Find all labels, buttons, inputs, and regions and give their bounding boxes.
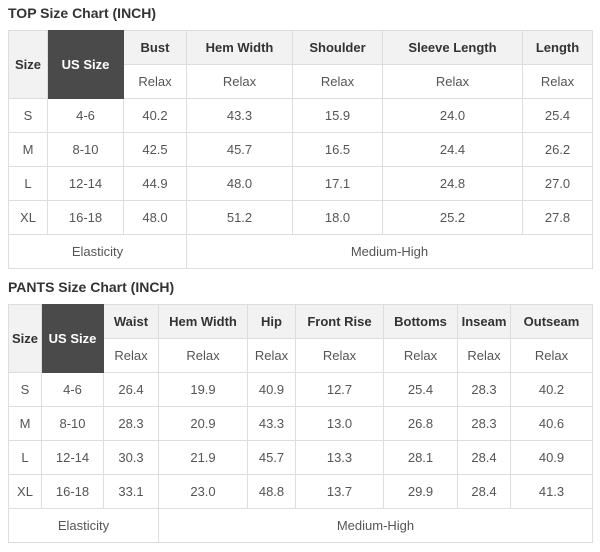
table-cell: 16-18: [48, 201, 124, 235]
table-cell: 8-10: [42, 407, 104, 441]
table-cell: XL: [9, 475, 42, 509]
pants-header-row: [9, 305, 593, 339]
table-cell: 16-18: [42, 475, 104, 509]
table-cell: 40.9: [511, 441, 593, 475]
table-cell: 12.7: [296, 373, 384, 407]
table-cell: 8-10: [48, 133, 124, 167]
table-cell: 28.3: [458, 373, 511, 407]
top-col-header-bust: Bust: [124, 31, 187, 65]
table-cell: XL: [9, 201, 48, 235]
table-cell: 27.0: [523, 167, 593, 201]
table-cell: 30.3: [104, 441, 159, 475]
top-size-table: [8, 30, 593, 269]
table-cell: 19.9: [159, 373, 248, 407]
pants-col-header-front-rise: Front Rise: [296, 305, 384, 339]
table-cell: 25.4: [523, 99, 593, 133]
table-cell: 40.2: [124, 99, 187, 133]
table-cell: 18.0: [293, 201, 383, 235]
fit-cell: Relax: [384, 339, 458, 373]
pants-size-table: [8, 304, 593, 543]
fit-cell: Relax: [383, 65, 523, 99]
table-cell: 48.8: [248, 475, 296, 509]
table-cell: 27.8: [523, 201, 593, 235]
table-cell: L: [9, 167, 48, 201]
top-elasticity-row: [9, 235, 593, 269]
pants-col-header-inseam: Inseam: [458, 305, 511, 339]
table-cell: 15.9: [293, 99, 383, 133]
table-cell: 43.3: [248, 407, 296, 441]
top-col-header-shoulder: Shoulder: [293, 31, 383, 65]
table-cell: 41.3: [511, 475, 593, 509]
table-cell: S: [9, 373, 42, 407]
fit-cell: Relax: [293, 65, 383, 99]
table-cell: 28.3: [104, 407, 159, 441]
table-cell: 12-14: [48, 167, 124, 201]
table-cell: 26.8: [384, 407, 458, 441]
table-row: [9, 133, 593, 167]
fit-cell: Relax: [159, 339, 248, 373]
pants-col-header-outseam: Outseam: [511, 305, 593, 339]
table-cell: 12-14: [42, 441, 104, 475]
table-cell: 48.0: [124, 201, 187, 235]
table-cell: 40.2: [511, 373, 593, 407]
table-row: [9, 407, 593, 441]
pants-col-header-size: Size: [9, 305, 42, 373]
table-cell: 4-6: [42, 373, 104, 407]
table-cell: 33.1: [104, 475, 159, 509]
top-col-header-sleeve-length: Sleeve Length: [383, 31, 523, 65]
table-cell: 44.9: [124, 167, 187, 201]
pants-chart-title: PANTS Size Chart (INCH): [8, 279, 175, 295]
table-cell: 28.1: [384, 441, 458, 475]
table-row: [9, 167, 593, 201]
table-cell: 28.4: [458, 441, 511, 475]
pants-elasticity-row: [9, 509, 593, 543]
table-cell: M: [9, 407, 42, 441]
elasticity-value-cell: Medium-High: [187, 235, 593, 269]
table-row: [9, 99, 593, 133]
table-cell: 24.8: [383, 167, 523, 201]
table-cell: 24.0: [383, 99, 523, 133]
table-cell: 13.7: [296, 475, 384, 509]
table-cell: L: [9, 441, 42, 475]
table-row: [9, 441, 593, 475]
table-cell: S: [9, 99, 48, 133]
table-cell: 26.2: [523, 133, 593, 167]
top-col-header-size: Size: [9, 31, 48, 99]
table-cell: 43.3: [187, 99, 293, 133]
table-cell: 13.0: [296, 407, 384, 441]
table-row: [9, 201, 593, 235]
fit-cell: Relax: [511, 339, 593, 373]
fit-cell: Relax: [296, 339, 384, 373]
fit-cell: Relax: [104, 339, 159, 373]
table-cell: 40.9: [248, 373, 296, 407]
table-cell: 16.5: [293, 133, 383, 167]
elasticity-label-cell: Elasticity: [9, 509, 159, 543]
table-cell: 4-6: [48, 99, 124, 133]
table-cell: 17.1: [293, 167, 383, 201]
table-row: [9, 475, 593, 509]
fit-cell: Relax: [124, 65, 187, 99]
fit-cell: Relax: [187, 65, 293, 99]
table-cell: 29.9: [384, 475, 458, 509]
elasticity-value-cell: Medium-High: [159, 509, 593, 543]
pants-col-header-bottoms: Bottoms: [384, 305, 458, 339]
fit-cell: Relax: [458, 339, 511, 373]
table-cell: 24.4: [383, 133, 523, 167]
table-cell: 20.9: [159, 407, 248, 441]
top-header-row: [9, 31, 593, 65]
top-col-header-us-size: US Size: [48, 31, 124, 99]
top-chart-title: TOP Size Chart (INCH): [8, 5, 157, 21]
table-cell: 26.4: [104, 373, 159, 407]
table-cell: 28.4: [458, 475, 511, 509]
table-cell: 25.2: [383, 201, 523, 235]
top-col-header-length: Length: [523, 31, 593, 65]
table-cell: 42.5: [124, 133, 187, 167]
top-col-header-hem-width: Hem Width: [187, 31, 293, 65]
table-cell: 23.0: [159, 475, 248, 509]
pants-col-header-waist: Waist: [104, 305, 159, 339]
table-cell: 28.3: [458, 407, 511, 441]
pants-col-header-hem-width: Hem Width: [159, 305, 248, 339]
fit-cell: Relax: [248, 339, 296, 373]
table-cell: 45.7: [248, 441, 296, 475]
table-row: [9, 373, 593, 407]
table-cell: 40.6: [511, 407, 593, 441]
table-cell: 25.4: [384, 373, 458, 407]
table-cell: 48.0: [187, 167, 293, 201]
table-cell: 45.7: [187, 133, 293, 167]
pants-col-header-hip: Hip: [248, 305, 296, 339]
table-cell: 21.9: [159, 441, 248, 475]
table-cell: 13.3: [296, 441, 384, 475]
elasticity-label-cell: Elasticity: [9, 235, 187, 269]
pants-col-header-us-size: US Size: [42, 305, 104, 373]
table-cell: M: [9, 133, 48, 167]
fit-cell: Relax: [523, 65, 593, 99]
table-cell: 51.2: [187, 201, 293, 235]
